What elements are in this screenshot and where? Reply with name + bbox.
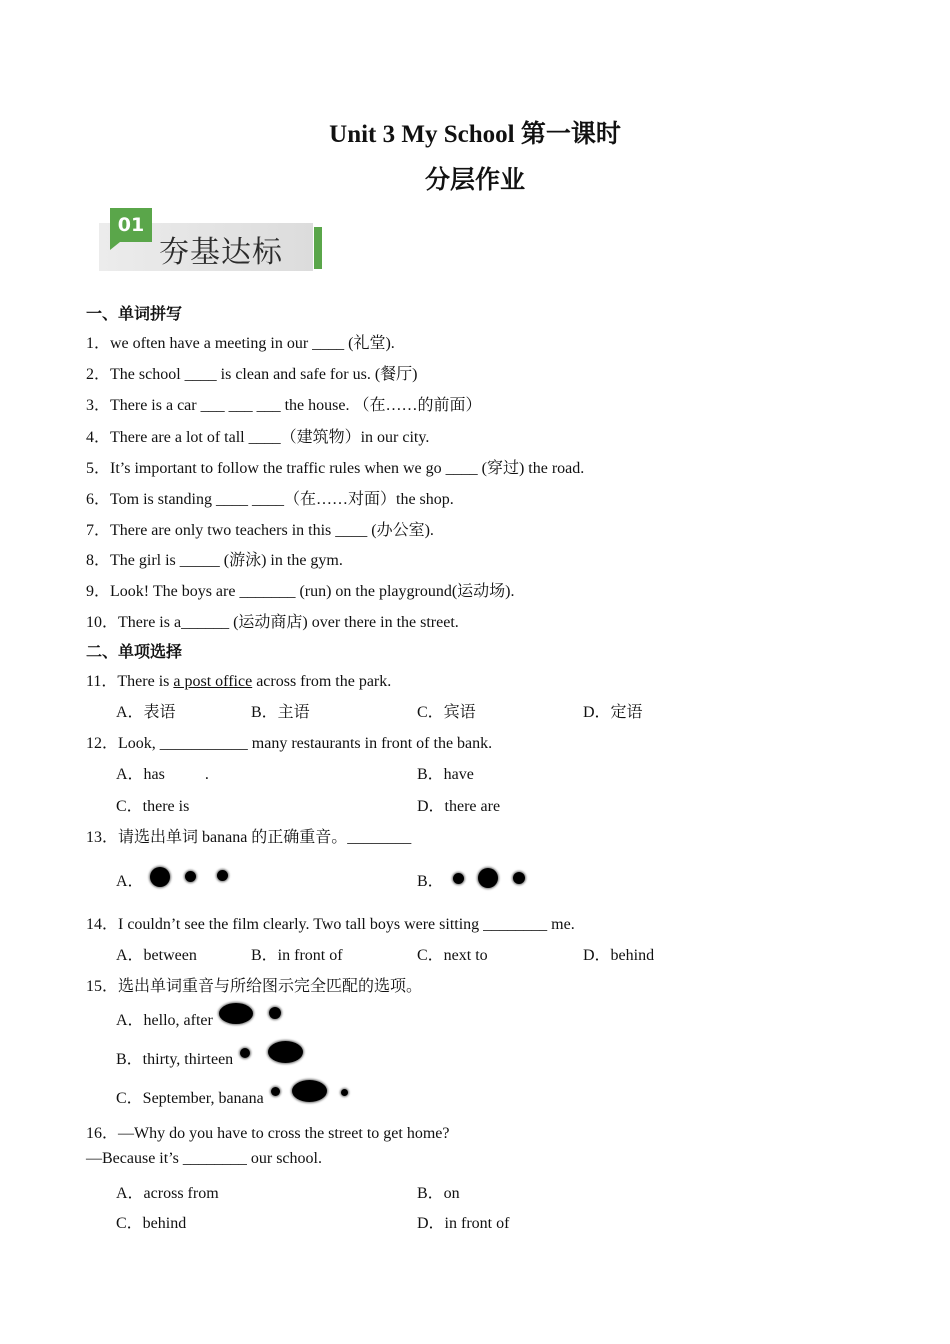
question-15: 15．选出单词重音与所给图示完全匹配的选项。 <box>86 978 423 995</box>
q15-option-a[interactable]: A．hello, after <box>116 1012 213 1029</box>
question-4: 4．There are a lot of tall ____（建筑物）in our city. <box>86 429 430 446</box>
section-heading-choice: 二、单项选择 <box>86 644 183 661</box>
q15-b-stress-oval-large <box>268 1041 303 1063</box>
question-16: 16．—Why do you have to cross the street to get home? <box>86 1125 450 1142</box>
badge-bar <box>314 227 322 269</box>
q15-c-stress-dot-small <box>271 1087 280 1096</box>
q14-option-c[interactable]: C．next to <box>417 947 488 964</box>
question-8: 8．The girl is _____ (游泳) in the gym. <box>86 552 343 569</box>
question-1: 1．we often have a meeting in our ____ (礼堂). <box>86 335 395 352</box>
question-7: 7．There are only two teachers in this ____ (办公室). <box>86 522 434 539</box>
q15-c-stress-oval-large <box>292 1080 327 1102</box>
q13-a-stress-dot-small <box>185 871 196 882</box>
q14-option-d[interactable]: D．behind <box>583 947 655 964</box>
page-subtitle: 分层作业 <box>424 167 525 194</box>
q13-option-a[interactable]: A． <box>116 873 144 890</box>
q11-option-c[interactable]: C．宾语 <box>417 704 476 721</box>
q16-option-b[interactable]: B．on <box>417 1185 460 1202</box>
q15-a-stress-oval-large <box>219 1003 253 1024</box>
q12-option-c[interactable]: C．there is <box>116 798 190 815</box>
question-6: 6．Tom is standing ____ ____（在……对面）the shop. <box>86 491 454 508</box>
q11-underlined-phrase: a post office <box>173 673 253 690</box>
q16-option-a[interactable]: A．across from <box>116 1185 219 1202</box>
question-9: 9．Look! The boys are _______ (run) on the playground(运动场). <box>86 583 515 600</box>
q11-option-b[interactable]: B．主语 <box>251 704 310 721</box>
question-13: 13．请选出单词 banana 的正确重音。________ <box>86 829 412 846</box>
q11-text-before: 11．There is <box>86 673 174 690</box>
question-16-response: —Because it’s ________ our school. <box>86 1150 322 1167</box>
question-12: 12．Look, ___________ many restaurants in front of the bank. <box>86 735 493 752</box>
q15-c-stress-dot-small <box>341 1089 348 1096</box>
q11-option-d[interactable]: D．定语 <box>583 704 643 721</box>
badge-number: 01 <box>110 208 152 242</box>
q12-option-b[interactable]: B．have <box>417 766 474 783</box>
badge-hook-shape <box>110 242 120 250</box>
q13-b-stress-dot-small <box>453 873 464 884</box>
q14-option-b[interactable]: B．in front of <box>251 947 343 964</box>
q14-option-a[interactable]: A．between <box>116 947 197 964</box>
q16-option-d[interactable]: D．in front of <box>417 1215 510 1232</box>
q13-option-b[interactable]: B． <box>417 873 444 890</box>
page-title: Unit 3 My School 第一课时 <box>329 121 621 148</box>
question-10: 10．There is a______ (运动商店) over there in the street. <box>86 614 459 631</box>
q15-option-c[interactable]: C．September, banana <box>116 1090 264 1107</box>
q13-b-stress-dot-small <box>513 872 525 884</box>
question-11 <box>86 668 391 691</box>
q12-option-d[interactable]: D．there are <box>417 798 501 815</box>
q11-text-after: across from the park. <box>252 673 392 690</box>
section-heading-spelling: 一、单词拼写 <box>86 306 183 323</box>
q11-option-a[interactable]: A．表语 <box>116 704 176 721</box>
question-5: 5．It’s important to follow the traffic rules when we go ____ (穿过) the road. <box>86 460 585 477</box>
q15-option-b[interactable]: B．thirty, thirteen <box>116 1051 234 1068</box>
q15-b-stress-dot-small <box>240 1048 250 1058</box>
question-2: 2．The school ____ is clean and safe for us. (餐厅) <box>86 366 418 383</box>
question-14: 14．I couldn’t see the film clearly. Two tall boys were sitting ________ me. <box>86 916 575 933</box>
q13-a-stress-dot-small <box>217 870 228 881</box>
q13-a-stress-dot-large <box>150 867 170 887</box>
q13-b-stress-dot-large <box>478 868 498 888</box>
badge-text: 夯基达标 <box>159 235 283 270</box>
q12-option-a[interactable]: A．has . <box>116 766 209 783</box>
question-3: 3．There is a car ___ ___ ___ the house. （在……的前面） <box>86 397 482 414</box>
section-badge <box>99 207 324 271</box>
q15-a-stress-dot-small <box>269 1007 281 1019</box>
q16-option-c[interactable]: C．behind <box>116 1215 187 1232</box>
